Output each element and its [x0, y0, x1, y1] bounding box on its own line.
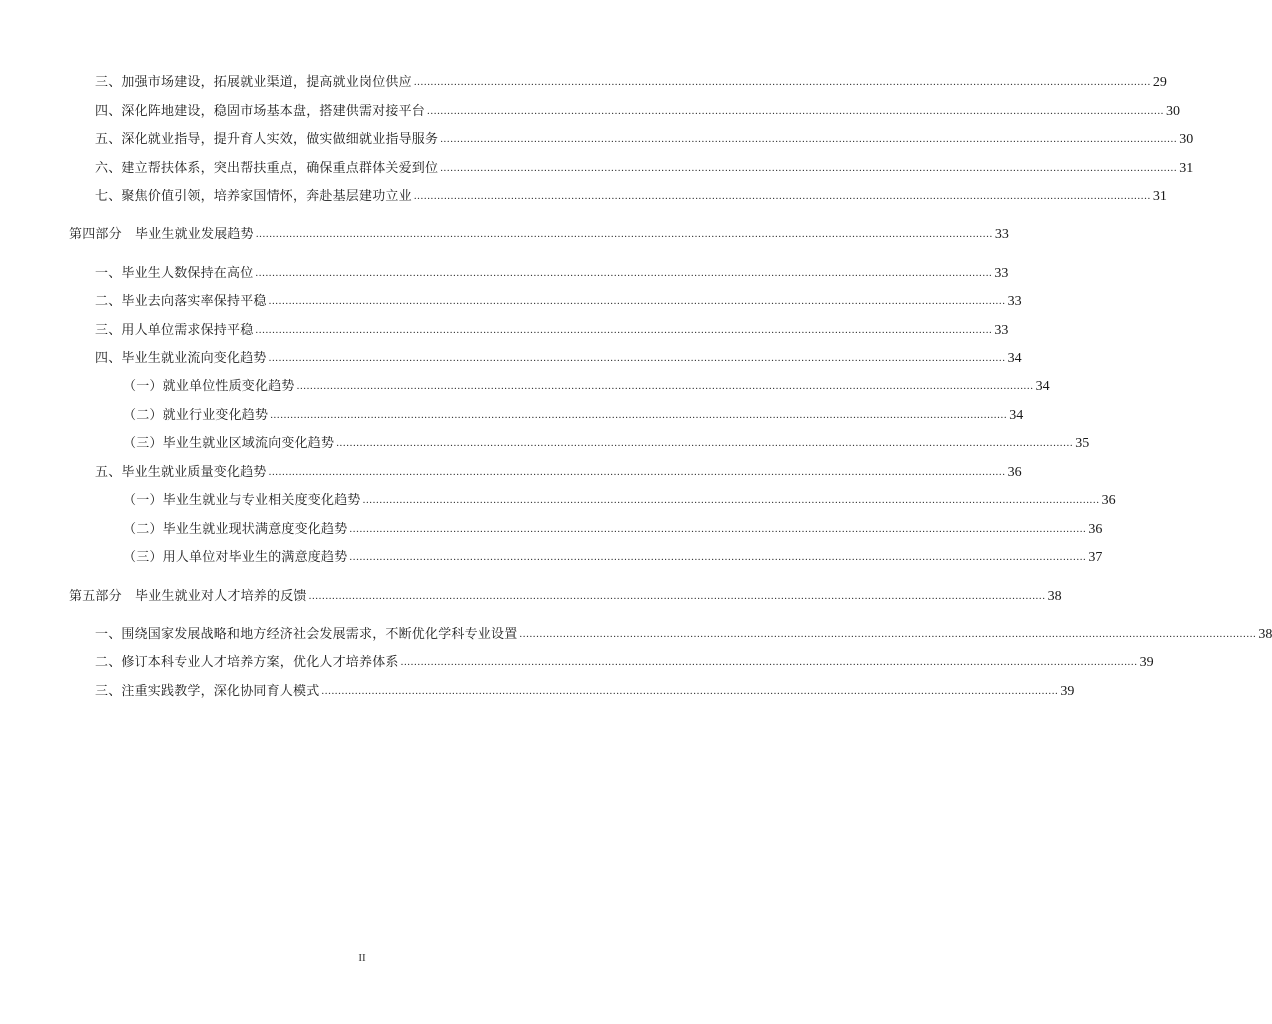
toc-entry[interactable] [95, 464, 1022, 482]
toc-entry[interactable] [95, 265, 1009, 283]
toc-entry-page: 35 [1075, 436, 1090, 451]
toc-leader-dots: ............................................................................................................................................................................................................................ [270, 409, 1008, 421]
toc-entry-title: 一、围绕国家发展战略和地方经济社会发展需求，不断优化学科专业设置 [95, 627, 518, 642]
toc-entry[interactable] [95, 350, 1022, 368]
toc-entry-page: 34 [1035, 379, 1050, 394]
toc-leader-dots: ............................................................................................................................................................................................................................ [440, 133, 1178, 145]
toc-entry-title: （一）毕业生就业与专业相关度变化趋势 [123, 493, 361, 508]
toc-entry-title: （二）就业行业变化趋势 [123, 408, 269, 423]
toc-subentry[interactable] [123, 549, 1103, 567]
toc-leader-dots: ............................................................................................................................................................................................................................ [268, 295, 1006, 307]
toc-entry-title: 三、用人单位需求保持平稳 [95, 323, 254, 338]
toc-leader-dots: ............................................................................................................................................................................................................................ [321, 685, 1059, 697]
toc-leader-dots: ............................................................................................................................................................................................................................ [362, 494, 1100, 506]
toc-entry[interactable] [95, 103, 1181, 121]
toc-subentry[interactable] [123, 407, 1024, 425]
toc-leader-dots: ............................................................................................................................................................................................................................ [413, 76, 1151, 88]
toc-entry-title: （三）用人单位对毕业生的满意度趋势 [123, 550, 348, 565]
toc-entry[interactable] [95, 160, 1194, 178]
toc-entry[interactable] [95, 188, 1167, 206]
toc-entry-page: 36 [1088, 522, 1103, 537]
toc-entry-page: 36 [1007, 465, 1022, 480]
toc-entry[interactable] [95, 683, 1075, 701]
toc-entry[interactable] [95, 322, 1009, 340]
toc-entry-title: 五、深化就业指导，提升育人实效，做实做细就业指导服务 [95, 132, 439, 147]
page-number: II [358, 952, 366, 964]
toc-leader-dots: ............................................................................................................................................................................................................................ [349, 523, 1087, 535]
toc-entry-page: 38 [1047, 589, 1062, 604]
toc-entry-title: 四、毕业生就业流向变化趋势 [95, 351, 267, 366]
toc-leader-dots: ............................................................................................................................................................................................................................ [400, 656, 1138, 668]
toc-entry-page: 38 [1258, 627, 1272, 642]
toc-entry-page: 31 [1152, 189, 1167, 204]
toc-subentry[interactable] [123, 378, 1050, 396]
toc-entry-page: 39 [1139, 655, 1154, 670]
toc-entry[interactable] [95, 131, 1194, 149]
toc-leader-dots: ............................................................................................................................................................................................................................ [296, 380, 1034, 392]
toc-entry-page: 39 [1060, 684, 1075, 699]
toc-leader-dots: ............................................................................................................................................................................................................................ [255, 228, 993, 240]
toc-entry-page: 31 [1179, 161, 1194, 176]
toc-part-heading[interactable] [69, 588, 1062, 606]
toc-leader-dots: ............................................................................................................................................................................................................................ [413, 190, 1151, 202]
toc-leader-dots: ............................................................................................................................................................................................................................ [255, 267, 993, 279]
toc-entry-title: 二、修订本科专业人才培养方案，优化人才培养体系 [95, 655, 399, 670]
toc-leader-dots: ............................................................................................................................................................................................................................ [427, 105, 1165, 117]
toc-part-heading[interactable] [69, 226, 1009, 244]
toc-entry-page: 34 [1009, 408, 1024, 423]
toc-entry-page: 33 [994, 323, 1009, 338]
toc-leader-dots: ............................................................................................................................................................................................................................ [255, 324, 993, 336]
toc-subentry[interactable] [123, 435, 1090, 453]
toc-entry-page: 33 [1007, 294, 1022, 309]
toc-leader-dots: ............................................................................................................................................................................................................................ [336, 437, 1074, 449]
toc-entry[interactable] [95, 293, 1022, 311]
toc-entry-title: 二、毕业去向落实率保持平稳 [95, 294, 267, 309]
toc-entry-page: 37 [1088, 550, 1103, 565]
toc-entry-page: 36 [1101, 493, 1116, 508]
toc-leader-dots: ............................................................................................................................................................................................................................ [268, 466, 1006, 478]
toc-leader-dots: ............................................................................................................................................................................................................................ [519, 628, 1257, 640]
toc-entry-page: 30 [1166, 104, 1181, 119]
toc-entry[interactable] [95, 626, 1272, 644]
toc-leader-dots: ............................................................................................................................................................................................................................ [268, 352, 1006, 364]
toc-entry-title: 第四部分 毕业生就业发展趋势 [69, 227, 254, 242]
toc-subentry[interactable] [123, 521, 1103, 539]
toc-entry-title: 六、建立帮扶体系，突出帮扶重点，确保重点群体关爱到位 [95, 161, 439, 176]
toc-entry-title: 三、注重实践教学，深化协同育人模式 [95, 684, 320, 699]
toc-entry-page: 34 [1007, 351, 1022, 366]
toc-entry-title: （三）毕业生就业区域流向变化趋势 [123, 436, 335, 451]
toc-leader-dots: ............................................................................................................................................................................................................................ [349, 551, 1087, 563]
toc-subentry[interactable] [123, 492, 1116, 510]
toc-entry-title: 七、聚焦价值引领，培养家国情怀，奔赴基层建功立业 [95, 189, 412, 204]
toc-entry-page: 33 [994, 266, 1009, 281]
toc-entry-title: 四、深化阵地建设，稳固市场基本盘，搭建供需对接平台 [95, 104, 426, 119]
toc-entry-title: （一）就业单位性质变化趋势 [123, 379, 295, 394]
toc-entry-page: 29 [1152, 75, 1167, 90]
toc-entry[interactable] [95, 74, 1167, 92]
toc-entry-title: 五、毕业生就业质量变化趋势 [95, 465, 267, 480]
toc-leader-dots: ............................................................................................................................................................................................................................ [308, 590, 1046, 602]
toc-entry[interactable] [95, 654, 1154, 672]
toc-entry-page: 30 [1179, 132, 1194, 147]
toc-entry-page: 33 [994, 227, 1009, 242]
toc-leader-dots: ............................................................................................................................................................................................................................ [440, 162, 1178, 174]
toc-entry-title: （二）毕业生就业现状满意度变化趋势 [123, 522, 348, 537]
toc-entry-title: 第五部分 毕业生就业对人才培养的反馈 [69, 589, 307, 604]
toc-entry-title: 一、毕业生人数保持在高位 [95, 266, 254, 281]
toc-entry-title: 三、加强市场建设，拓展就业渠道，提高就业岗位供应 [95, 75, 412, 90]
